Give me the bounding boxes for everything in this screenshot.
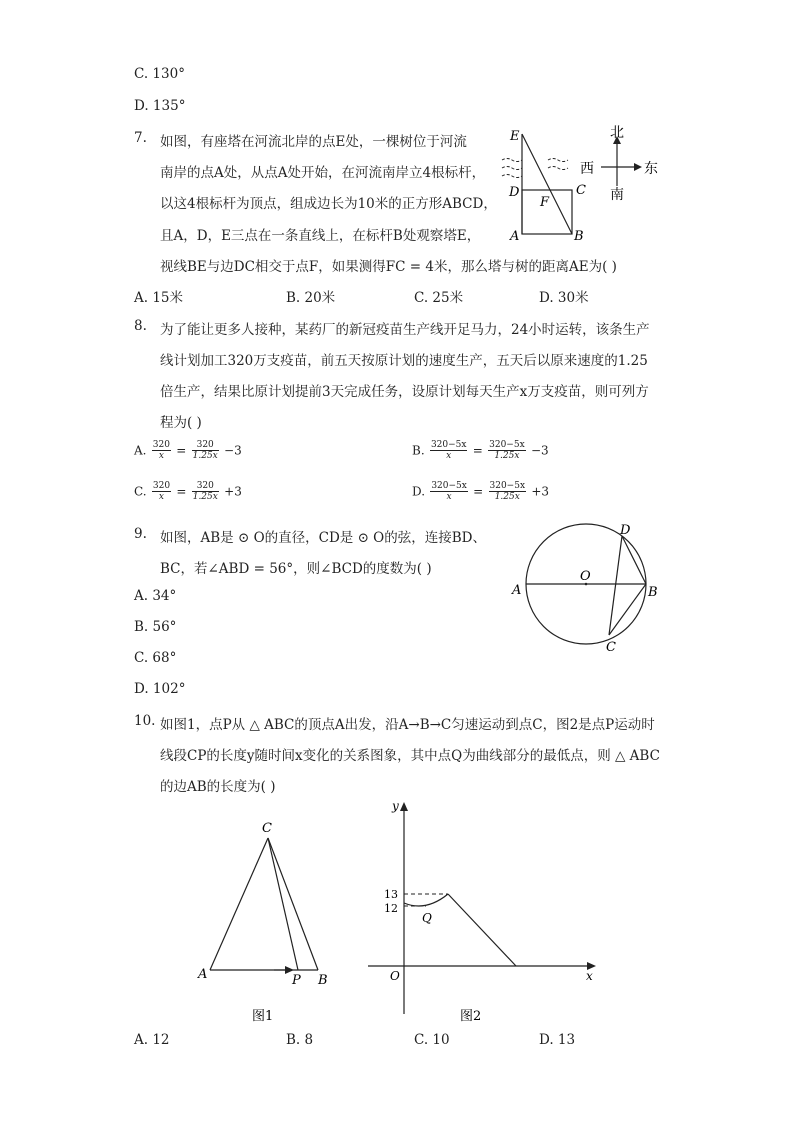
q9-line-1: 如图，AB是 ⊙ O的直径，CD是 ⊙ O的弦，连接BD、	[160, 530, 486, 546]
q7-option-b: B. 20米	[286, 290, 336, 306]
q10-fig1-label-c: C	[262, 821, 272, 836]
q10-option-c: C. 10	[414, 1032, 450, 1048]
q7-label-d: D	[509, 185, 520, 200]
q7-figure	[498, 124, 678, 244]
compass-north: 北	[610, 125, 624, 141]
q10-figure-1	[190, 816, 350, 1026]
q7-line-3: 以这4根标杆为顶点，组成边长为10米的正方形ABCD，	[160, 196, 497, 212]
q6-option-c: C. 130°	[134, 66, 185, 82]
compass-east: 东	[644, 161, 658, 177]
q9-label-d: D	[620, 523, 631, 538]
q7-line-2: 南岸的点A处，从点A处开始，在河流南岸立4根标杆，	[160, 165, 486, 181]
q10-fig2-tick-12: 12	[384, 902, 398, 915]
q9-number: 9.	[134, 526, 147, 542]
q10-option-d: D. 13	[539, 1032, 576, 1048]
q10-fig2-x-label: x	[586, 969, 593, 983]
q9-label-a: A	[512, 583, 522, 598]
q10-option-b: B. 8	[286, 1032, 314, 1048]
q9-option-a: A. 34°	[134, 588, 177, 604]
q10-fig1-label-p: P	[292, 973, 301, 988]
q10-fig2-y-label: y	[392, 799, 399, 813]
q9-label-c: C	[606, 640, 616, 655]
q7-line-1: 如图，有座塔在河流北岸的点E处，一棵树位于河流	[160, 134, 467, 150]
q7-line-4: 且A，D，E三点在一条直线上，在标杆B处观察塔E，	[160, 228, 481, 244]
compass-icon	[601, 136, 642, 186]
q9-label-b: B	[648, 585, 658, 600]
q8-line-2: 线计划加工320万支疫苗，前五天按原计划的速度生产，五天后以原来速度的1.25	[160, 353, 648, 369]
q9-option-c: C. 68°	[134, 650, 177, 666]
q10-fig2-caption: 图2	[460, 1009, 482, 1024]
q9-option-b: B. 56°	[134, 619, 177, 635]
q7-option-d: D. 30米	[539, 290, 589, 306]
q10-line-2: 线段CP的长度y随时间x变化的关系图象，其中点Q为曲线部分的最低点，则 △ ABC	[160, 748, 660, 764]
q8-line-1: 为了能让更多人接种，某药厂的新冠疫苗生产线开足马力，24小时运转，该条生产	[160, 322, 650, 338]
q7-option-c: C. 25米	[414, 290, 464, 306]
q8-option-a: A. $\frac{320}{x}$ = $\frac{320}{1.25x}$ −3	[134, 440, 242, 461]
q8-line-4: 程为( )	[160, 415, 202, 431]
q9-label-o: O	[580, 569, 591, 584]
q7-line-5: 视线BE与边DC相交于点F，如果测得FC = 4米，那么塔与树的距离AE为( )	[160, 259, 617, 275]
q7-label-c: C	[576, 183, 586, 198]
q7-label-f: F	[540, 195, 550, 210]
q10-fig1-label-a: A	[198, 967, 208, 982]
q10-number: 10.	[134, 713, 156, 729]
q10-line-1: 如图1，点P从 △ ABC的顶点A出发，沿A→B→C匀速运动到点C，图2是点P运动时	[160, 717, 655, 733]
q10-fig1-label-b: B	[318, 973, 328, 988]
q7-label-e: E	[510, 129, 520, 144]
q10-option-a: A. 12	[134, 1032, 170, 1048]
q8-number: 8.	[134, 318, 147, 334]
q7-number: 7.	[134, 130, 147, 146]
q8-option-d: D. $\frac{320-5x}{x}$ = $\frac{320-5x}{1.25x}$ +3	[412, 481, 550, 502]
q8-line-3: 倍生产，结果比原计划提前3天完成任务，设原计划每天生产x万支疫苗，则可列方	[160, 384, 649, 400]
q7-option-a: A. 15米	[134, 290, 184, 306]
q10-fig2-origin: O	[390, 969, 400, 983]
q9-line-2: BC，若∠ABD = 56°，则∠BCD的度数为( )	[160, 561, 432, 577]
q10-line-3: 的边AB的长度为( )	[160, 779, 276, 795]
y-axis-arrow-icon	[400, 802, 408, 811]
q10-fig2-label-q: Q	[422, 911, 432, 925]
q10-figure-2	[360, 796, 610, 1026]
q7-label-b: B	[574, 229, 584, 244]
q6-option-d: D. 135°	[134, 98, 186, 114]
compass-west: 西	[580, 161, 594, 177]
q8-option-b: B. $\frac{320-5x}{x}$ = $\frac{320-5x}{1.25x}$ −3	[412, 440, 549, 461]
q10-fig1-caption: 图1	[252, 1009, 274, 1024]
q10-fig2-tick-13: 13	[384, 888, 398, 901]
compass-south: 南	[610, 187, 624, 203]
q7-label-a: A	[510, 229, 520, 244]
q9-figure	[508, 522, 658, 657]
q9-option-d: D. 102°	[134, 681, 186, 697]
q8-option-c: C. $\frac{320}{x}$ = $\frac{320}{1.25x}$ +3	[134, 481, 242, 502]
